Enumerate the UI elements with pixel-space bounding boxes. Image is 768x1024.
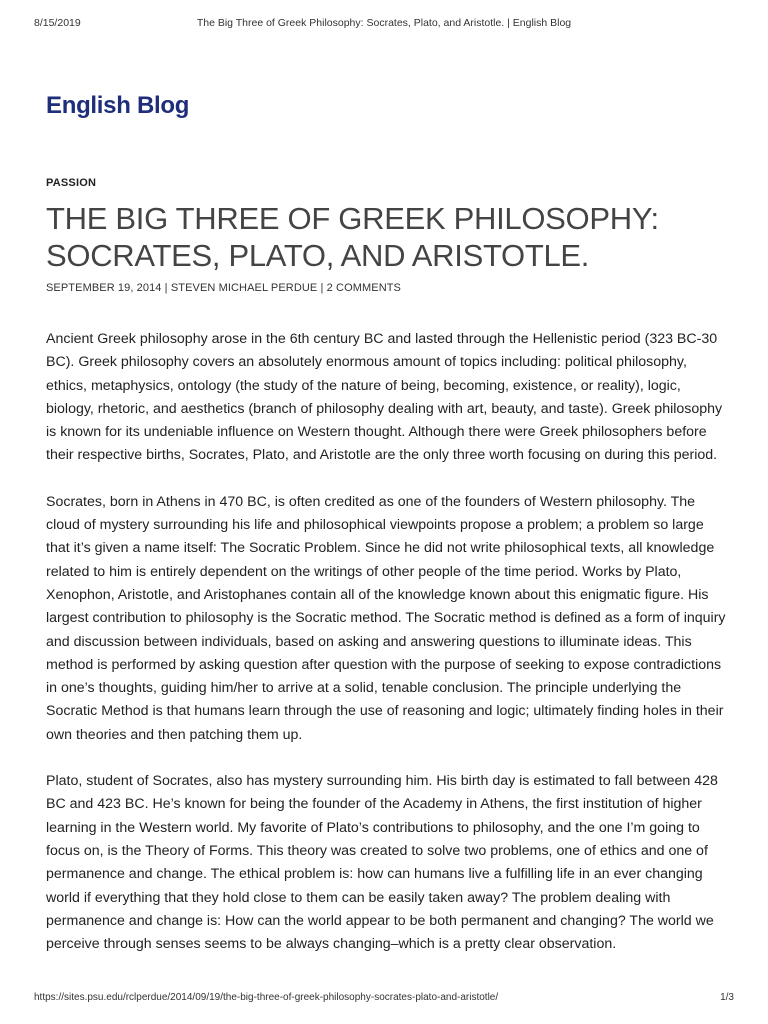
- meta-separator: |: [161, 282, 171, 294]
- post-content: [46, 328, 730, 979]
- print-url: https://sites.psu.edu/rclperdue/2014/09/19/the-big-three-of-greek-philosophy-socrates-plato-and-aristotle/: [34, 992, 499, 1003]
- print-document-title: The Big Three of Greek Philosophy: Socrates, Plato, and Aristotle. | English Blog: [196, 17, 572, 29]
- paragraph-socrates: Socrates, born in Athens in 470 BC, is often credited as one of the founders of Western philosophy. The cloud of mystery surrounding his life and philosophical viewpoints propose a problem; a problem so large that it’s given a name itself: The Socratic Problem. Since he did not write philosophical texts, all knowledge related to him is entirely dependent on the writings of other people of the time period. Works by Plato, Xenophon, Aristotle, and Aristophanes contain all of the knowledge known about this enigmatic figure. His largest contribution to philosophy is the Socratic method. The Socratic method is defined as a form of inquiry and discussion between individuals, based on asking and answering questions to illuminate ideas. This method is performed by asking question after question with the purpose of seeking to expose contradictions in one’s thoughts, guiding him/her to arrive at a solid, tenable conclusion. The principle underlying the Socratic Method is that humans learn through the use of reasoning and logic; ultimately finding holes in their own theories and then patching them up.: [46, 493, 726, 743]
- post-date-link[interactable]: SEPTEMBER 19, 2014: [46, 282, 162, 294]
- post-title: THE BIG THREE OF GREEK PHILOSOPHY: SOCRATES, PLATO, AND ARISTOTLE.: [46, 201, 659, 273]
- meta-separator: |: [317, 282, 327, 294]
- paragraph-plato: Plato, student of Socrates, also has mystery surrounding him. His birth day is estimated to fall between 428 BC and 423 BC. He’s known for being the founder of the Academy in Athens, the first institution of higher learning in the Western world. My favorite of Plato’s contributions to philosophy, and the one I’m going to focus on, is the Theory of Forms. This theory was created to solve two problems, one of ethics and one of permanence and change. The ethical problem is: how can humans live a fulfilling life in an ever changing world if everything that they hold close to them can be easily taken away? The problem dealing with permanence and change is: How can the world appear to be both permanent and changing? The world we perceive through senses seems to be always changing–which is a pretty clear observation.: [46, 773, 718, 953]
- paragraph-intro: Ancient Greek philosophy arose in the 6th century BC and lasted through the Hellenistic period (323 BC-30 BC). Greek philosophy covers an absolutely enormous amount of topics including: political philosophy, ethics, metaphysics, ontology (the study of the nature of being, becoming, existence, or reality), logic, biology, rhetoric, and aesthetics (branch of philosophy dealing with art, beauty, and taste). Greek philosophy is known for its undeniable influence on Western thought. Although there were Greek philosophers before their respective births, Socrates, Plato, and Aristotle are the only three worth focusing on during this period.: [46, 331, 723, 464]
- post-category-link[interactable]: PASSION: [46, 177, 97, 189]
- print-page-number: 1/3: [720, 992, 734, 1003]
- print-header: [34, 17, 734, 31]
- post-author-link[interactable]: STEVEN MICHAEL PERDUE: [170, 282, 318, 294]
- post-meta: [46, 282, 401, 294]
- print-footer: [34, 992, 734, 1006]
- post-comments-link[interactable]: 2 COMMENTS: [326, 282, 401, 294]
- print-date: 8/15/2019: [34, 17, 81, 29]
- blog-title-link[interactable]: English Blog: [46, 92, 190, 119]
